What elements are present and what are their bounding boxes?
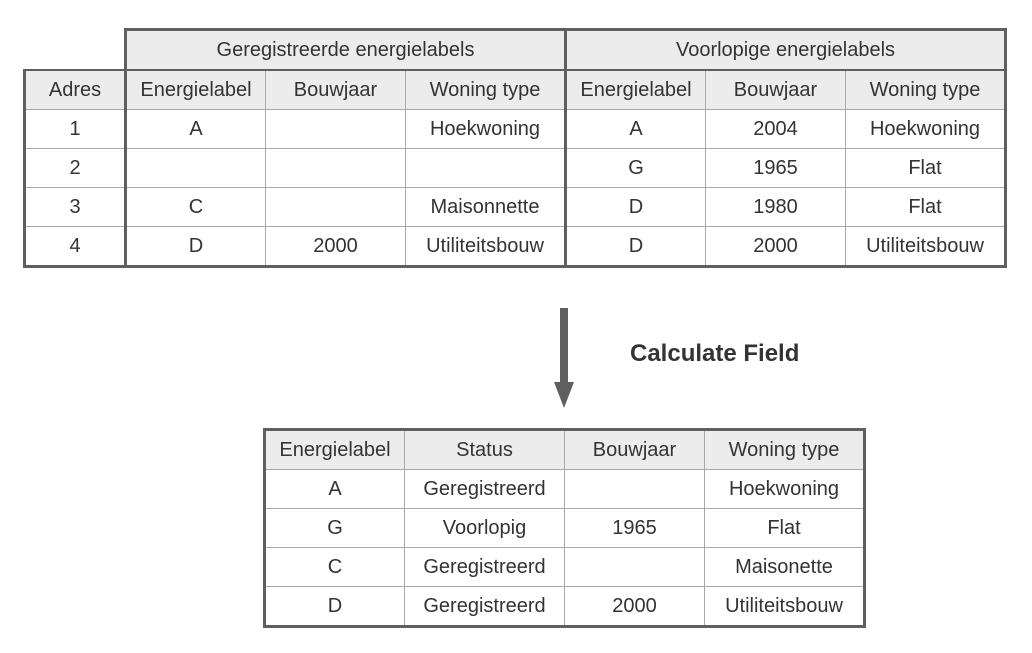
table-cell: Geregistreerd [405, 548, 565, 587]
table-cell [266, 110, 406, 149]
table-cell: 1980 [706, 188, 846, 227]
table-cell [565, 470, 705, 509]
table-cell: Flat [846, 149, 1006, 188]
table-cell: Maisonette [705, 548, 865, 587]
table-cell: 2000 [266, 227, 406, 267]
table-cell: Hoekwoning [705, 470, 865, 509]
table-cell [565, 548, 705, 587]
table-cell: D [265, 587, 405, 627]
corner-cell [25, 30, 126, 71]
table-cell: D [126, 227, 266, 267]
table-cell: D [566, 227, 706, 267]
source-table [23, 28, 1007, 268]
table-cell: Utiliteitsbouw [406, 227, 566, 267]
table-cell [266, 188, 406, 227]
table-cell: Hoekwoning [846, 110, 1006, 149]
table-cell: 1 [25, 110, 126, 149]
column-header-row [25, 70, 1006, 110]
table-cell: 2004 [706, 110, 846, 149]
table-cell [126, 149, 266, 188]
table-cell [266, 149, 406, 188]
column-header-row [265, 430, 865, 470]
column-header: Woning type [705, 430, 865, 470]
table-cell: D [566, 188, 706, 227]
table-cell: 2 [25, 149, 126, 188]
column-header: Energielabel [126, 70, 266, 110]
table-cell: Geregistreerd [405, 587, 565, 627]
table-cell: Maisonnette [406, 188, 566, 227]
table-cell: Hoekwoning [406, 110, 566, 149]
table-cell: Voorlopig [405, 509, 565, 548]
table-cell: A [566, 110, 706, 149]
column-header: Bouwjaar [706, 70, 846, 110]
table-row [25, 227, 1006, 267]
result-table [263, 428, 866, 628]
table-cell: Flat [846, 188, 1006, 227]
table-cell: A [126, 110, 266, 149]
table-cell: 3 [25, 188, 126, 227]
table-cell: G [265, 509, 405, 548]
group-header-provisional: Voorlopige energielabels [566, 30, 1006, 71]
table-cell: 1965 [706, 149, 846, 188]
group-header-row [25, 30, 1006, 71]
table-row [265, 548, 865, 587]
table-row [25, 110, 1006, 149]
table-row [265, 470, 865, 509]
table-cell: 1965 [565, 509, 705, 548]
table-cell: 4 [25, 227, 126, 267]
table-cell: Geregistreerd [405, 470, 565, 509]
table-cell: Flat [705, 509, 865, 548]
table-cell: Utiliteitsbouw [705, 587, 865, 627]
column-header: Energielabel [265, 430, 405, 470]
table-row [265, 587, 865, 627]
table-row [25, 188, 1006, 227]
table-row [265, 509, 865, 548]
table-cell: 2000 [565, 587, 705, 627]
column-header: Woning type [846, 70, 1006, 110]
column-header: Energielabel [566, 70, 706, 110]
table-cell: G [566, 149, 706, 188]
table-cell [406, 149, 566, 188]
down-arrow-icon [552, 308, 576, 410]
column-header: Woning type [406, 70, 566, 110]
column-header: Bouwjaar [266, 70, 406, 110]
table-cell: 2000 [706, 227, 846, 267]
table-cell: C [265, 548, 405, 587]
calculate-field-label: Calculate Field [630, 340, 800, 367]
column-header: Adres [25, 70, 126, 110]
group-header-registered: Geregistreerde energielabels [126, 30, 566, 71]
table-cell: Utiliteitsbouw [846, 227, 1006, 267]
column-header: Bouwjaar [565, 430, 705, 470]
column-header: Status [405, 430, 565, 470]
table-cell: C [126, 188, 266, 227]
table-row [25, 149, 1006, 188]
table-cell: A [265, 470, 405, 509]
